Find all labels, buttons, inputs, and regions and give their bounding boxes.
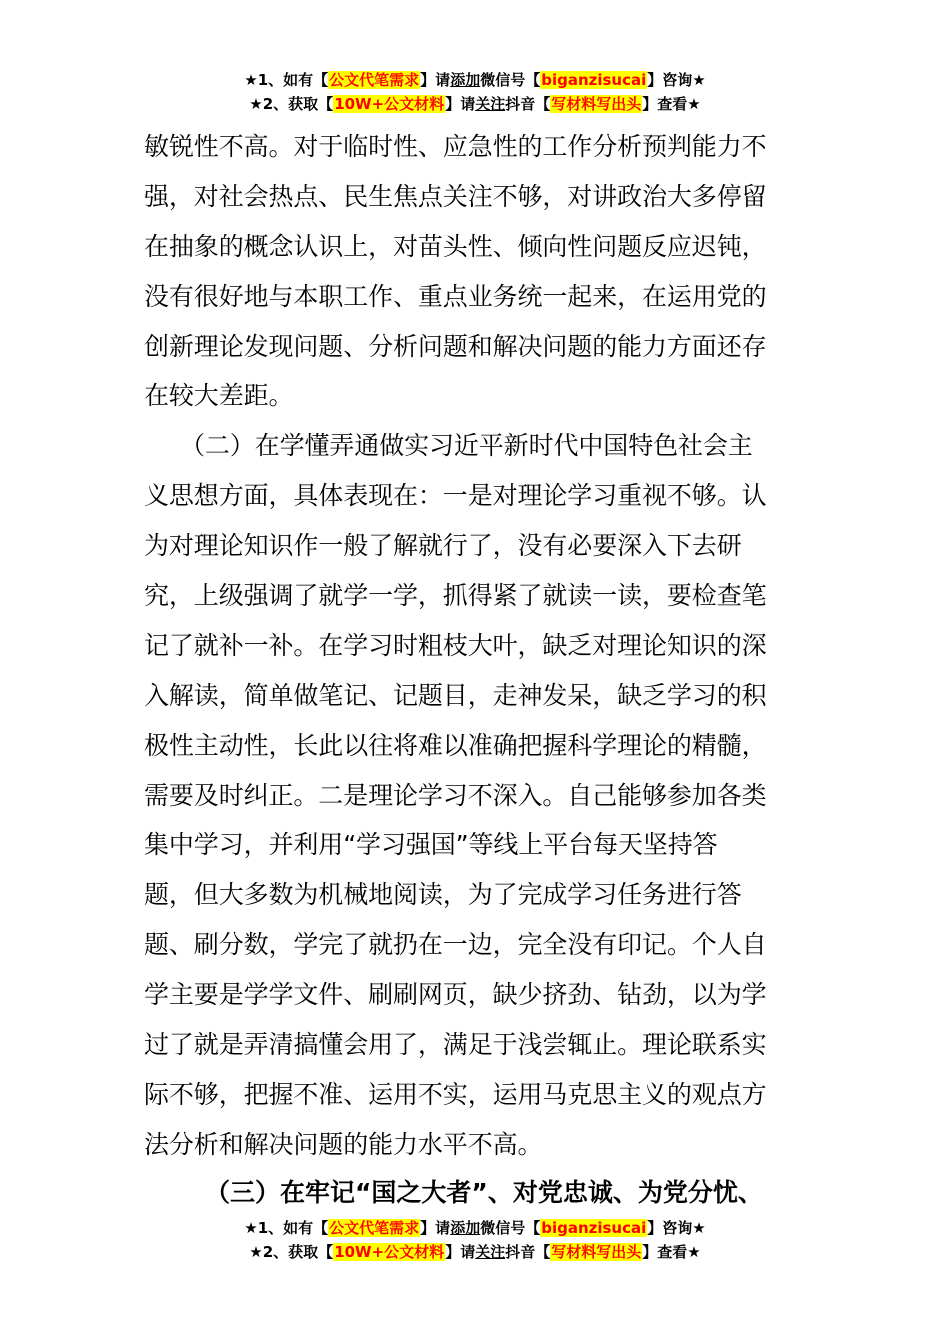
banner-text: 】咨询★ bbox=[647, 71, 706, 89]
body-line: 为对理论知识作一般了解就行了，没有必要深入下去研 bbox=[144, 531, 742, 561]
footer-banner bbox=[0, 1216, 950, 1264]
header-banner bbox=[0, 68, 950, 116]
banner-underlined: 添加 bbox=[450, 1219, 481, 1237]
banner-highlight: biganzisucai bbox=[541, 71, 647, 89]
banner-highlight: 10W+公文材料 bbox=[334, 95, 445, 113]
body-line: 敏锐性不高。对于临时性、应急性的工作分析预判能力不 bbox=[144, 132, 767, 161]
banner-text: 抖音【 bbox=[505, 1243, 551, 1261]
banner-highlight: 写材料写出头 bbox=[551, 1243, 642, 1261]
banner-text: 】请 bbox=[445, 95, 476, 113]
body-line: 极性主动性，长此以往将难以准确把握科学理论的精髓， bbox=[144, 730, 767, 760]
banner-underlined: 关注 bbox=[475, 95, 506, 113]
banner-highlight: 公文代笔需求 bbox=[329, 71, 420, 89]
body-line: 入解读，简单做笔记、记题目，走神发呆，缺乏学习的积 bbox=[144, 680, 767, 710]
banner-text: 】请 bbox=[420, 71, 451, 89]
banner-line-2 bbox=[0, 1240, 950, 1264]
body-line: 法分析和解决问题的能力水平不高。 bbox=[144, 1129, 543, 1159]
body-line: 没有很好地与本职工作、重点业务统一起来，在运用党的 bbox=[144, 281, 767, 311]
body-line: 在较大差距。 bbox=[144, 381, 294, 411]
banner-text: 】请 bbox=[445, 1243, 476, 1261]
body-line: 题、刷分数，学完了就扔在一边，完全没有印记。个人自 bbox=[144, 930, 767, 960]
banner-text: ★1、如有【 bbox=[244, 1219, 329, 1237]
document-body bbox=[144, 122, 810, 1170]
body-line: 学主要是学学文件、刷刷网页，缺少挤劲、钻劲，以为学 bbox=[144, 980, 767, 1010]
banner-text: 微信号【 bbox=[480, 71, 541, 89]
banner-text: ★1、如有【 bbox=[244, 71, 329, 89]
banner-text: 】查看★ bbox=[642, 95, 701, 113]
body-line: 创新理论发现问题、分析问题和解决问题的能力方面还存 bbox=[144, 331, 767, 361]
banner-text: 】咨询★ bbox=[647, 1219, 706, 1237]
banner-highlight: 公文代笔需求 bbox=[329, 1219, 420, 1237]
banner-text: 抖音【 bbox=[505, 95, 551, 113]
banner-text: 】查看★ bbox=[642, 1243, 701, 1261]
banner-line-1 bbox=[0, 68, 950, 92]
section-heading: （三）在牢记“国之大者”、对党忠诚、为党分忧、 bbox=[205, 1178, 763, 1207]
body-line: 记了就补一补。在学习时粗枝大叶，缺乏对理论知识的深 bbox=[144, 630, 767, 660]
banner-highlight: 写材料写出头 bbox=[551, 95, 642, 113]
body-line: 义思想方面，具体表现在：一是对理论学习重视不够。认 bbox=[144, 481, 767, 511]
banner-underlined: 添加 bbox=[450, 71, 481, 89]
banner-highlight: biganzisucai bbox=[541, 1219, 647, 1237]
body-line: 强，对社会热点、民生焦点关注不够，对讲政治大多停留 bbox=[144, 181, 767, 211]
body-line: 过了就是弄清搞懂会用了，满足于浅尝辄止。理论联系实 bbox=[144, 1030, 767, 1060]
banner-text: ★2、获取【 bbox=[249, 95, 334, 113]
body-line: 集中学习，并利用“学习强国”等线上平台每天坚持答 bbox=[144, 830, 718, 860]
banner-line-1 bbox=[0, 1216, 950, 1240]
banner-text: ★2、获取【 bbox=[249, 1243, 334, 1261]
banner-text: 】请 bbox=[420, 1219, 451, 1237]
body-line-indented: （二）在学懂弄通做实习近平新时代中国特色社会主 bbox=[180, 431, 753, 461]
body-line: 题，但大多数为机械地阅读，为了完成学习任务进行答 bbox=[144, 880, 742, 910]
banner-highlight: 10W+公文材料 bbox=[334, 1243, 445, 1261]
body-line: 需要及时纠正。二是理论学习不深入。自己能够参加各类 bbox=[144, 780, 767, 810]
body-line: 究，上级强调了就学一学，抓得紧了就读一读，要检查笔 bbox=[144, 581, 767, 611]
banner-line-2 bbox=[0, 92, 950, 116]
banner-text: 微信号【 bbox=[480, 1219, 541, 1237]
banner-underlined: 关注 bbox=[475, 1243, 506, 1261]
body-line: 在抽象的概念认识上，对苗头性、倾向性问题反应迟钝， bbox=[144, 231, 767, 261]
body-line: 际不够，把握不准、运用不实，运用马克思主义的观点方 bbox=[144, 1079, 767, 1109]
